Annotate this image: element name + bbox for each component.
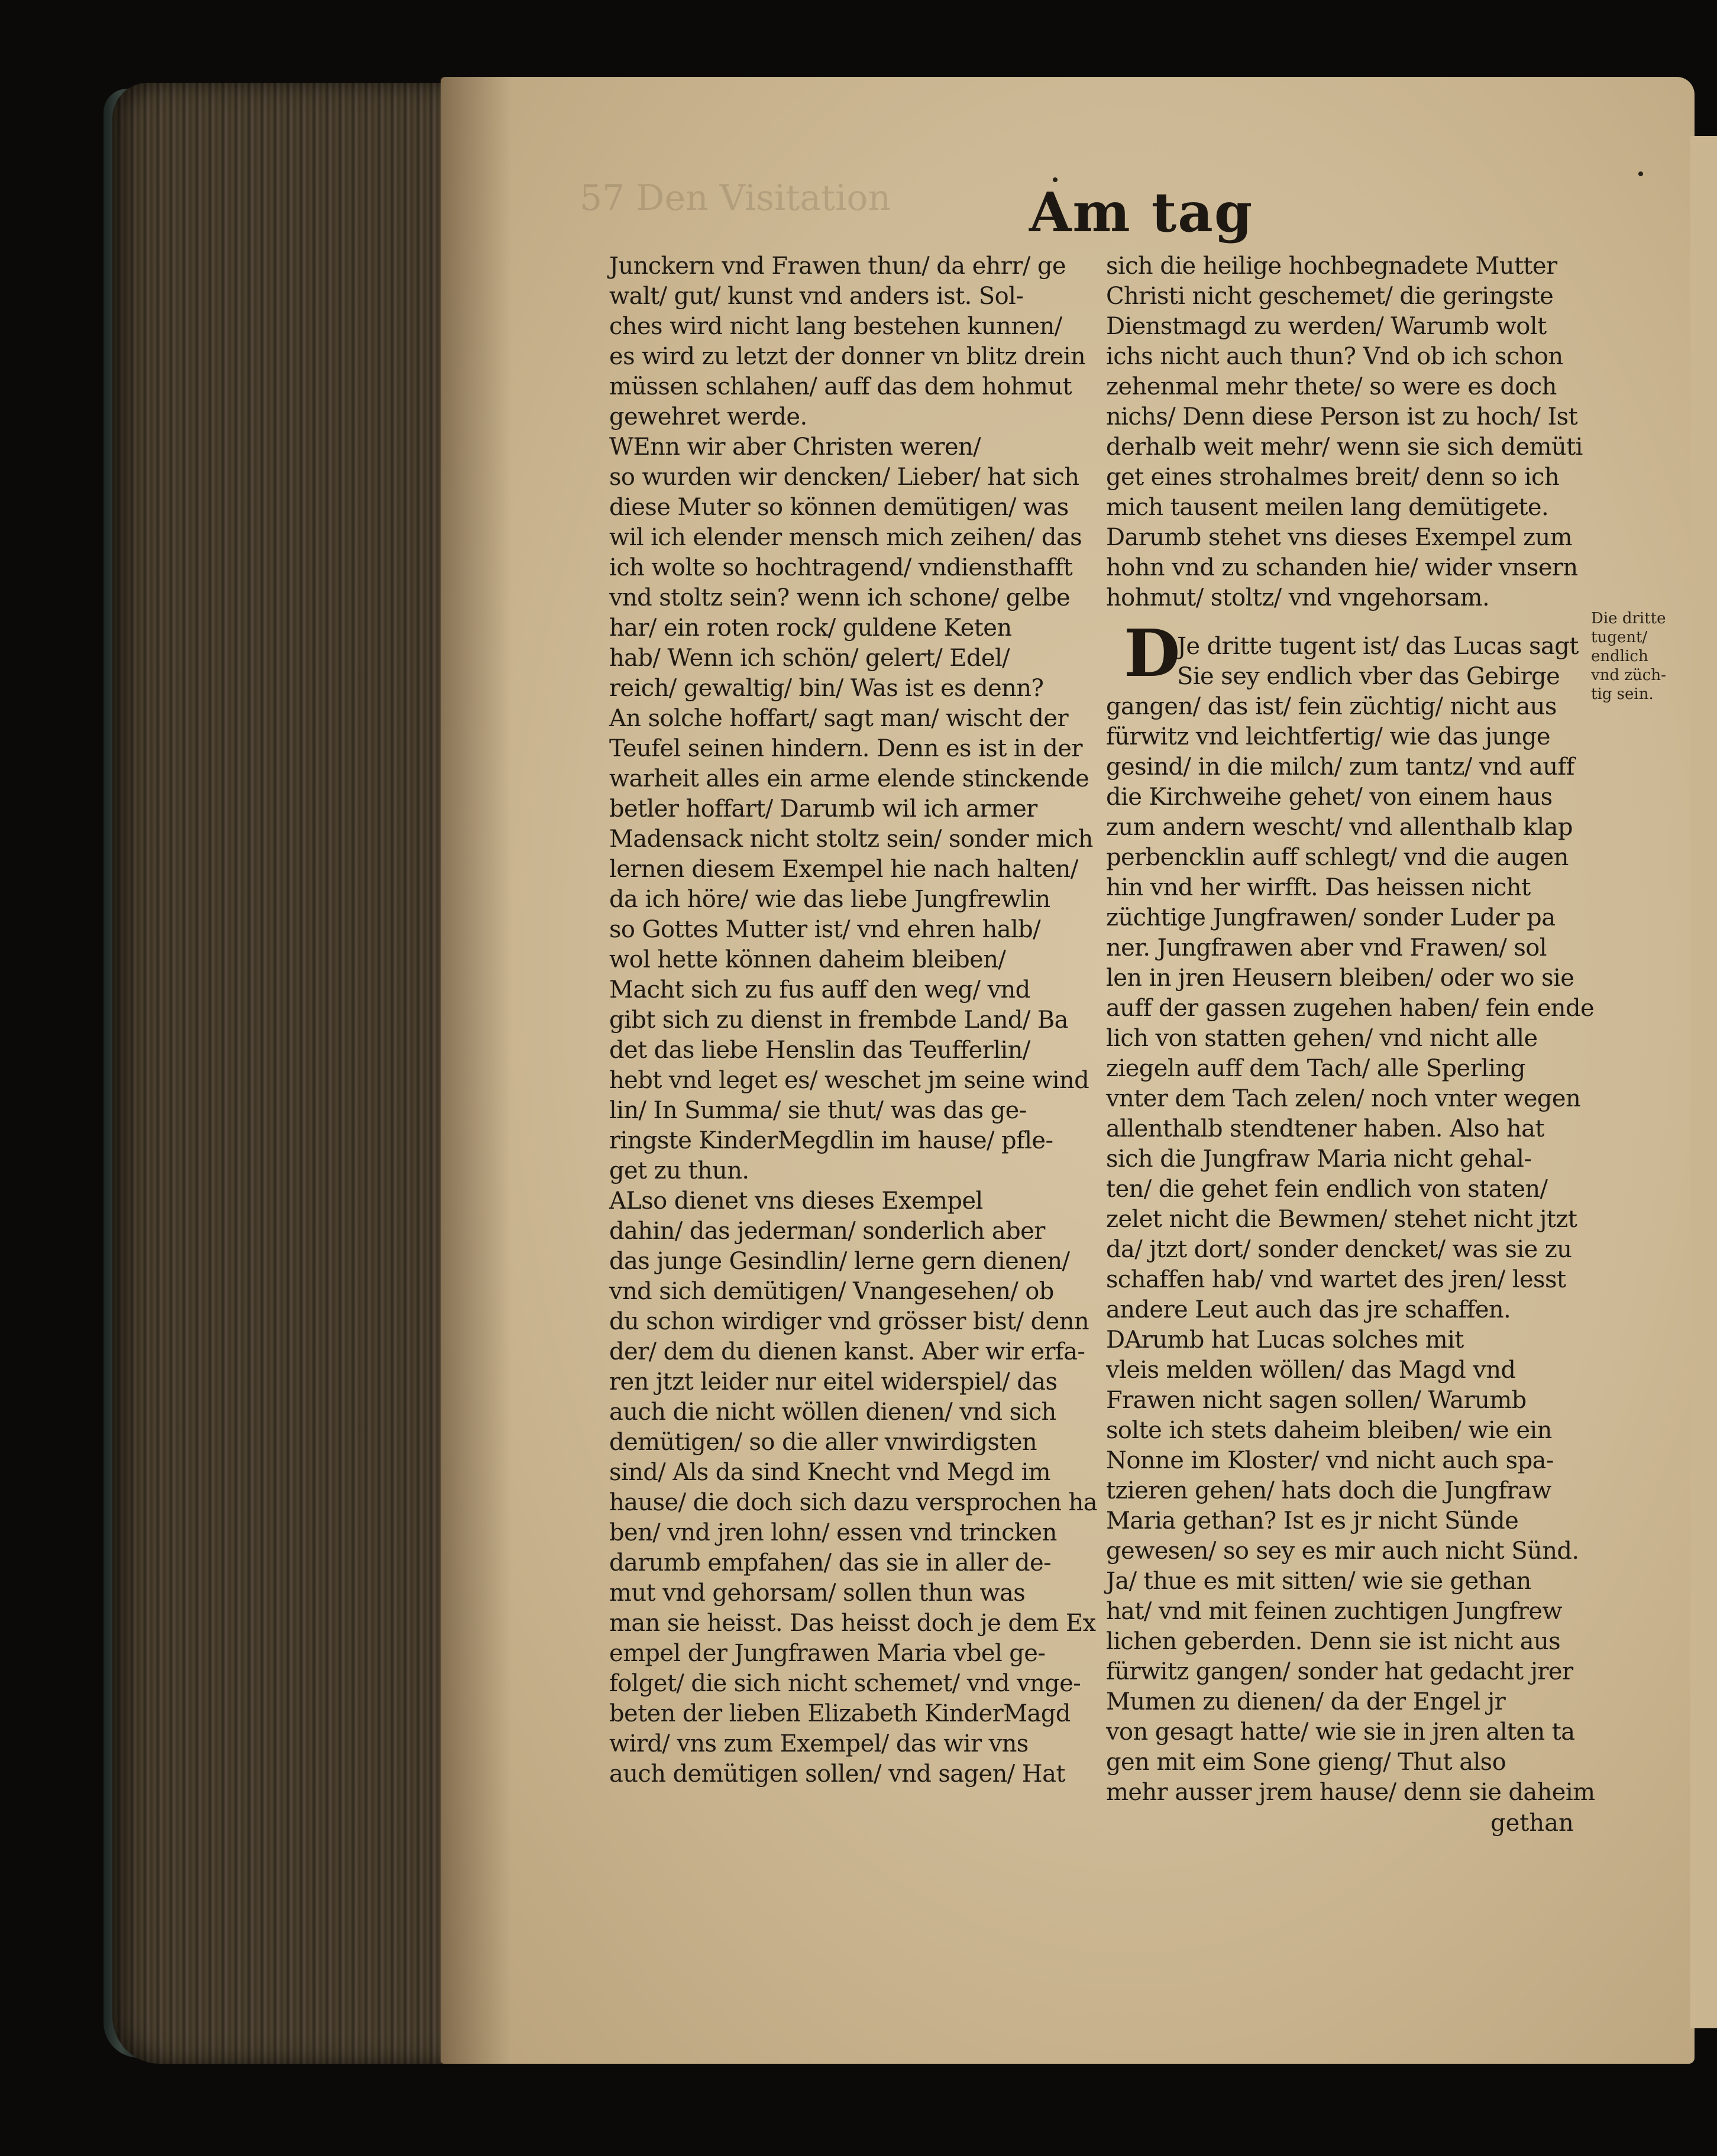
text-line: derhalb weit mehr/ wenn sie sich demüti bbox=[1106, 433, 1583, 461]
text-line: Christi nicht geschemet/ die geringste bbox=[1106, 283, 1554, 310]
text-line: ringste KinderMegdlin im hause/ pfle- bbox=[609, 1127, 1053, 1154]
text-line: man sie heisst. Das heisst doch je dem Ex bbox=[609, 1610, 1096, 1637]
bleed-through-text: 57 Den Visitation bbox=[580, 177, 891, 219]
text-line: An solche hoffart/ sagt man/ wischt der bbox=[609, 705, 1069, 732]
text-line: die Kirchweihe gehet/ von einem haus bbox=[1106, 784, 1553, 811]
text-line: vnd sich demütigen/ Vnangesehen/ ob bbox=[609, 1278, 1054, 1305]
text-line: gewehret werde. bbox=[609, 403, 807, 430]
drop-capital: D bbox=[1124, 615, 1181, 691]
text-line: hin vnd her wirfft. Das heissen nicht bbox=[1106, 874, 1531, 901]
text-line: gesind/ in die milch/ zum tantz/ vnd auff bbox=[1106, 753, 1574, 781]
text-line: sich die heilige hochbegnadete Mutter bbox=[1106, 252, 1557, 280]
text-line: hebt vnd leget es/ weschet jm seine wind bbox=[609, 1067, 1089, 1094]
text-line: Je dritte tugent ist/ das Lucas sagt bbox=[1177, 633, 1579, 660]
text-line: Teufel seinen hindern. Denn es ist in der bbox=[609, 735, 1082, 762]
text-line: ziegeln auff dem Tach/ alle Sperling bbox=[1106, 1055, 1525, 1082]
text-line: du schon wirdiger vnd grösser bist/ denn bbox=[609, 1308, 1089, 1335]
text-line: lernen diesem Exempel hie nach halten/ bbox=[609, 856, 1078, 883]
text-line: ich wolte so hochtragend/ vndiensthafft bbox=[609, 554, 1073, 581]
facing-page-edge bbox=[1690, 136, 1717, 2028]
text-line: hat/ vnd mit feinen zuchtigen Jungfrew bbox=[1106, 1598, 1563, 1625]
text-line: vnter dem Tach zelen/ noch vnter wegen bbox=[1106, 1085, 1581, 1112]
text-line: vleis melden wöllen/ das Magd vnd bbox=[1106, 1357, 1516, 1384]
text-line: tig sein. bbox=[1591, 685, 1654, 703]
text-line: WEnn wir aber Christen weren/ bbox=[609, 433, 981, 461]
text-line: mut vnd gehorsam/ sollen thun was bbox=[609, 1579, 1026, 1607]
text-line: solte ich stets daheim bleiben/ wie ein bbox=[1106, 1417, 1552, 1444]
text-line: züchtige Jungfrawen/ sonder Luder pa bbox=[1106, 904, 1556, 931]
text-line: vnd stoltz sein? wenn ich schone/ gelbe bbox=[609, 584, 1071, 611]
text-line: Frawen nicht sagen sollen/ Warumb bbox=[1106, 1387, 1527, 1414]
text-line: det das liebe Henslin das Teufferlin/ bbox=[609, 1037, 1030, 1064]
text-line: empel der Jungfrawen Maria vbel ge- bbox=[609, 1640, 1046, 1667]
text-line: hohn vnd zu schanden hie/ wider vnsern bbox=[1106, 554, 1578, 581]
text-line: wol hette können daheim bleiben/ bbox=[609, 946, 1006, 973]
text-line: so wurden wir dencken/ Lieber/ hat sich bbox=[609, 464, 1079, 491]
text-line: auff der gassen zugehen haben/ fein ende bbox=[1106, 995, 1595, 1022]
text-line: gibt sich zu dienst in frembde Land/ Ba bbox=[609, 1006, 1068, 1034]
text-line: hab/ Wenn ich schön/ gelert/ Edel/ bbox=[609, 645, 1010, 672]
text-line: hause/ die doch sich dazu versprochen ha bbox=[609, 1489, 1097, 1516]
text-line: Darumb stehet vns dieses Exempel zum bbox=[1106, 524, 1572, 551]
text-line: folget/ die sich nicht schemet/ vnd vnge- bbox=[609, 1670, 1081, 1697]
text-line: dahin/ das jederman/ sonderlich aber bbox=[609, 1218, 1045, 1245]
text-line: müssen schlahen/ auff das dem hohmut bbox=[609, 373, 1072, 400]
text-line: sich die Jungfraw Maria nicht gehal- bbox=[1106, 1145, 1532, 1173]
text-line: get zu thun. bbox=[609, 1157, 749, 1184]
text-line: mich tausent meilen lang demütigete. bbox=[1106, 494, 1549, 521]
text-line: beten der lieben Elizabeth KinderMagd bbox=[609, 1700, 1071, 1727]
text-line: endlich bbox=[1591, 648, 1648, 665]
left-text-column bbox=[609, 251, 1097, 1789]
text-line: zelet nicht die Bewmen/ stehet nicht jtzt bbox=[1106, 1206, 1577, 1233]
text-line: ALso dienet vns dieses Exempel bbox=[609, 1187, 983, 1215]
text-line: ren jtzt leider nur eitel widerspiel/ das bbox=[609, 1368, 1058, 1396]
text-line: nichs/ Denn diese Person ist zu hoch/ Ist bbox=[1106, 403, 1578, 430]
text-line: Sie sey endlich vber das Gebirge bbox=[1177, 663, 1560, 690]
text-line: warheit alles ein arme elende stinckende bbox=[609, 765, 1089, 792]
text-line: diese Muter so können demütigen/ was bbox=[609, 494, 1069, 521]
book-page-edges bbox=[112, 83, 467, 2064]
text-line: zum andern wescht/ vnd allenthalb klap bbox=[1106, 814, 1573, 841]
catchword: gethan bbox=[1490, 1809, 1574, 1837]
text-line: Junckern vnd Frawen thun/ da ehrr/ ge bbox=[609, 252, 1066, 280]
text-line: wird/ vns zum Exempel/ das wir vns bbox=[609, 1730, 1029, 1757]
text-line: demütigen/ so die aller vnwirdigsten bbox=[609, 1429, 1037, 1456]
text-line: schaffen hab/ vnd wartet des jren/ lesst bbox=[1106, 1266, 1566, 1293]
text-line: gewesen/ so sey es mir auch nicht Sünd. bbox=[1106, 1537, 1579, 1565]
text-line: har/ ein roten rock/ guldene Keten bbox=[609, 614, 1012, 642]
text-line: ben/ vnd jren lohn/ essen vnd trincken bbox=[609, 1519, 1057, 1546]
text-line: auch demütigen sollen/ vnd sagen/ Hat bbox=[609, 1760, 1065, 1788]
text-line: darumb empfahen/ das sie in aller de- bbox=[609, 1549, 1052, 1576]
text-line: da/ jtzt dort/ sonder dencket/ was sie zu bbox=[1106, 1236, 1572, 1263]
text-line: auch die nicht wöllen dienen/ vnd sich bbox=[609, 1399, 1056, 1426]
text-line: Nonne im Kloster/ vnd nicht auch spa- bbox=[1106, 1447, 1554, 1474]
text-line: gangen/ das ist/ fein züchtig/ nicht aus bbox=[1106, 693, 1557, 720]
text-line: ichs nicht auch thun? Vnd ob ich schon bbox=[1106, 343, 1563, 370]
text-line: das junge Gesindlin/ lerne gern dienen/ bbox=[609, 1248, 1070, 1275]
text-line: lich von statten gehen/ vnd nicht alle bbox=[1106, 1025, 1538, 1052]
text-line: hohmut/ stoltz/ vnd vngehorsam. bbox=[1106, 584, 1490, 611]
text-line: so Gottes Mutter ist/ vnd ehren halb/ bbox=[609, 916, 1041, 943]
text-line: get eines strohalmes breit/ denn so ich bbox=[1106, 464, 1560, 491]
text-line: andere Leut auch das jre schaffen. bbox=[1106, 1296, 1511, 1323]
text-line: tzieren gehen/ hats doch die Jungfraw bbox=[1106, 1477, 1551, 1504]
text-line: sind/ Als da sind Knecht vnd Megd im bbox=[609, 1459, 1050, 1486]
ink-mark bbox=[1638, 171, 1643, 176]
text-line: von gesagt hatte/ wie sie in jren alten ta bbox=[1106, 1718, 1575, 1746]
text-line: Madensack nicht stoltz sein/ sonder mich bbox=[609, 826, 1093, 853]
text-line: DArumb hat Lucas solches mit bbox=[1106, 1326, 1464, 1354]
text-line: da ich höre/ wie das liebe Jungfrewlin bbox=[609, 886, 1050, 913]
text-line: lichen geberden. Denn sie ist nicht aus bbox=[1106, 1628, 1561, 1655]
text-line: Dienstmagd zu werden/ Warumb wolt bbox=[1106, 313, 1547, 340]
text-line: ches wird nicht lang bestehen kunnen/ bbox=[609, 313, 1062, 340]
right-text-column-rest bbox=[1106, 632, 1603, 1808]
text-line: Die dritte bbox=[1591, 610, 1666, 627]
right-text-column-top bbox=[1106, 251, 1597, 613]
text-line: len in jren Heusern bleiben/ oder wo sie bbox=[1106, 964, 1574, 992]
text-line: walt/ gut/ kunst vnd anders ist. Sol- bbox=[609, 283, 1024, 310]
text-line: Mumen zu dienen/ da der Engel jr bbox=[1106, 1688, 1506, 1715]
margin-note bbox=[1591, 609, 1680, 704]
text-line: fürwitz gangen/ sonder hat gedacht jrer bbox=[1106, 1658, 1573, 1685]
text-line: Ja/ thue es mit sitten/ wie sie gethan bbox=[1106, 1568, 1531, 1595]
text-line: Maria gethan? Ist es jr nicht Sünde bbox=[1106, 1507, 1519, 1535]
text-line: zehenmal mehr thete/ so were es doch bbox=[1106, 373, 1557, 400]
text-line: gen mit eim Sone gieng/ Thut also bbox=[1106, 1749, 1506, 1776]
text-line: allenthalb stendtener haben. Also hat bbox=[1106, 1115, 1544, 1142]
text-line: Macht sich zu fus auff den weg/ vnd bbox=[609, 976, 1030, 1003]
text-line: reich/ gewaltig/ bin/ Was ist es denn? bbox=[609, 675, 1044, 702]
text-line: perbencklin auff schlegt/ vnd die augen bbox=[1106, 844, 1569, 871]
text-line: es wird zu letzt der donner vn blitz drein bbox=[609, 343, 1086, 370]
text-line: betler hoffart/ Darumb wil ich armer bbox=[609, 795, 1037, 823]
text-line: ner. Jungfrawen aber vnd Frawen/ sol bbox=[1106, 934, 1547, 962]
text-line: wil ich elender mensch mich zeihen/ das bbox=[609, 524, 1082, 551]
page-gutter-shadow bbox=[441, 77, 512, 2064]
text-line: ten/ die gehet fein endlich von staten/ bbox=[1106, 1176, 1548, 1203]
running-head: Am tag bbox=[1029, 180, 1254, 244]
text-line: fürwitz vnd leichtfertig/ wie das junge bbox=[1106, 723, 1550, 750]
text-line: mehr ausser jrem hause/ denn sie daheim bbox=[1106, 1779, 1595, 1806]
text-line: der/ dem du dienen kanst. Aber wir erfa- bbox=[609, 1338, 1085, 1365]
text-line: lin/ In Summa/ sie thut/ was das ge- bbox=[609, 1097, 1027, 1124]
text-line: vnd züch- bbox=[1591, 666, 1666, 684]
text-line: tugent/ bbox=[1591, 629, 1648, 646]
